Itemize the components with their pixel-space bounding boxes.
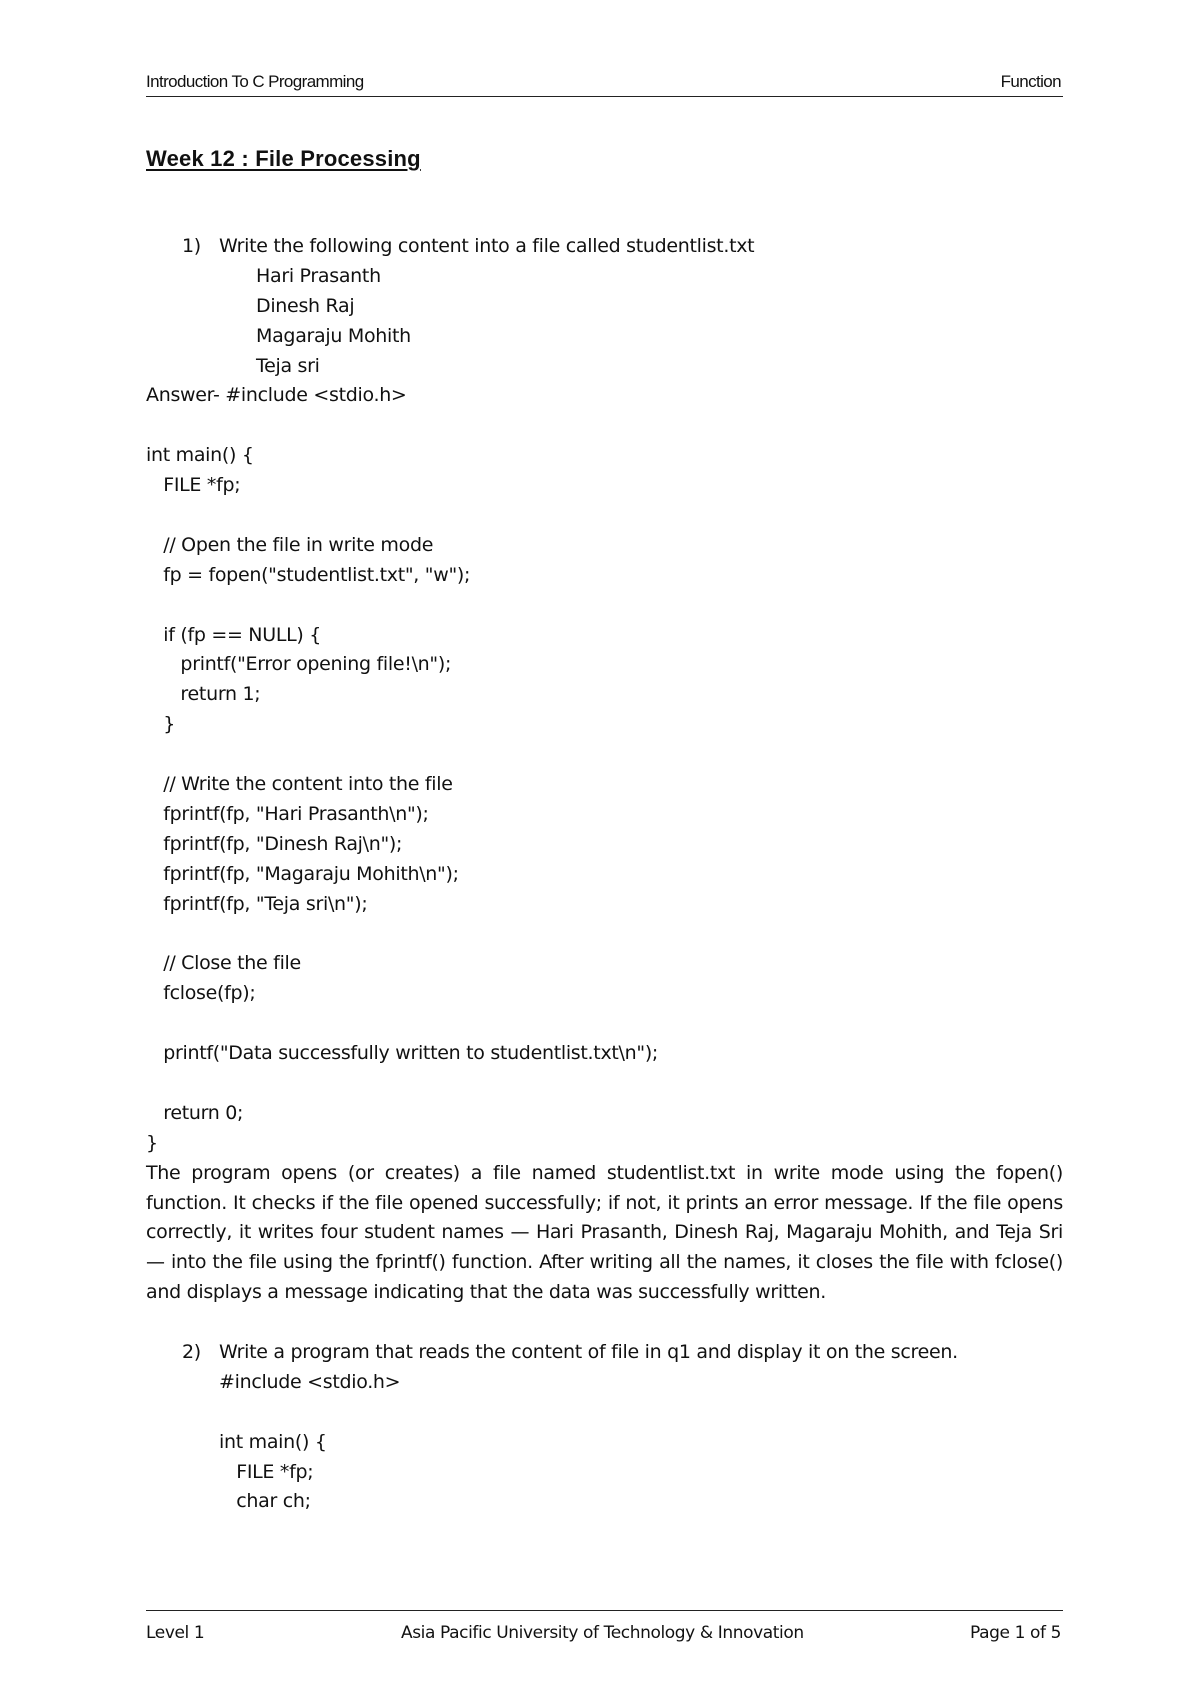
header-course-title: Introduction To C Programming	[146, 72, 364, 91]
question-1-text: Write the following content into a file called studentlist.txt	[219, 235, 755, 257]
page-title: Week 12 : File Processing	[146, 146, 421, 171]
footer-level: Level 1	[146, 1623, 205, 1643]
question-1	[146, 232, 1063, 262]
code-line: return 0;	[146, 1101, 244, 1124]
blank-line	[146, 591, 1063, 621]
code-line: // Open the file in write mode	[146, 533, 434, 556]
code-line: }	[146, 1131, 158, 1154]
blank-line	[146, 501, 1063, 531]
blank-line	[146, 1009, 1063, 1039]
student-name: Dinesh Raj	[256, 294, 355, 317]
code-line: fprintf(fp, "Hari Prasanth\n");	[146, 802, 429, 825]
page-footer	[146, 1610, 1063, 1641]
blank-line	[146, 1398, 1063, 1428]
code-line: int main() {	[146, 444, 254, 467]
code-line: FILE *fp;	[219, 1460, 314, 1483]
blank-line	[146, 740, 1063, 770]
code-line: FILE *fp;	[146, 474, 241, 497]
header-topic: Function	[1000, 72, 1061, 91]
student-name: Hari Prasanth	[256, 264, 381, 287]
code-line: printf("Error opening file!\n");	[146, 653, 452, 676]
blank-line	[146, 411, 1063, 441]
document-body	[146, 232, 1063, 1517]
question-1-number: 1)	[182, 235, 201, 257]
code-line: #include <stdio.h>	[219, 1370, 401, 1393]
code-line: int main() {	[219, 1430, 327, 1453]
code-line: fclose(fp);	[146, 982, 256, 1005]
code-line: fp = fopen("studentlist.txt", "w");	[146, 563, 471, 586]
footer-page-number: Page 1 of 5	[970, 1623, 1061, 1643]
code-line: fprintf(fp, "Dinesh Raj\n");	[146, 832, 403, 855]
code-line: // Write the content into the file	[146, 773, 453, 796]
question-2	[146, 1338, 1063, 1368]
student-name: Teja sri	[256, 354, 320, 377]
code-line: }	[146, 713, 176, 736]
blank-line	[146, 1308, 1063, 1338]
code-line: if (fp == NULL) {	[146, 623, 322, 646]
code-line: char ch;	[219, 1490, 311, 1513]
code-line: Answer- #include <stdio.h>	[146, 384, 407, 407]
blank-line	[146, 919, 1063, 949]
page-header	[146, 72, 1063, 97]
answer-1-explanation: The program opens (or creates) a file named studentlist.txt in write mode using the fopen() function. It checks if the file opened successfully; if not, it prints an error message. If the file opens correctly, it writes four student names — Hari Prasanth, Dinesh Raj, Magaraju Mohith, and Teja Sri — into the file using the fprintf() function. After writing all the names, it closes the file with fclose() and displays a message indicating that the data was successfully written.	[146, 1161, 1063, 1304]
question-2-number: 2)	[182, 1341, 201, 1364]
question-2-text: Write a program that reads the content of file in q1 and display it on the screen.	[219, 1341, 958, 1364]
code-line: // Close the file	[146, 952, 301, 975]
code-line: fprintf(fp, "Magaraju Mohith\n");	[146, 862, 459, 885]
student-name: Magaraju Mohith	[256, 324, 411, 347]
code-line: printf("Data successfully written to studentlist.txt\n");	[146, 1042, 659, 1065]
footer-institution: Asia Pacific University of Technology & Innovation	[401, 1623, 804, 1643]
blank-line	[146, 1069, 1063, 1099]
code-line: return 1;	[146, 683, 261, 706]
code-line: fprintf(fp, "Teja sri\n");	[146, 892, 368, 915]
